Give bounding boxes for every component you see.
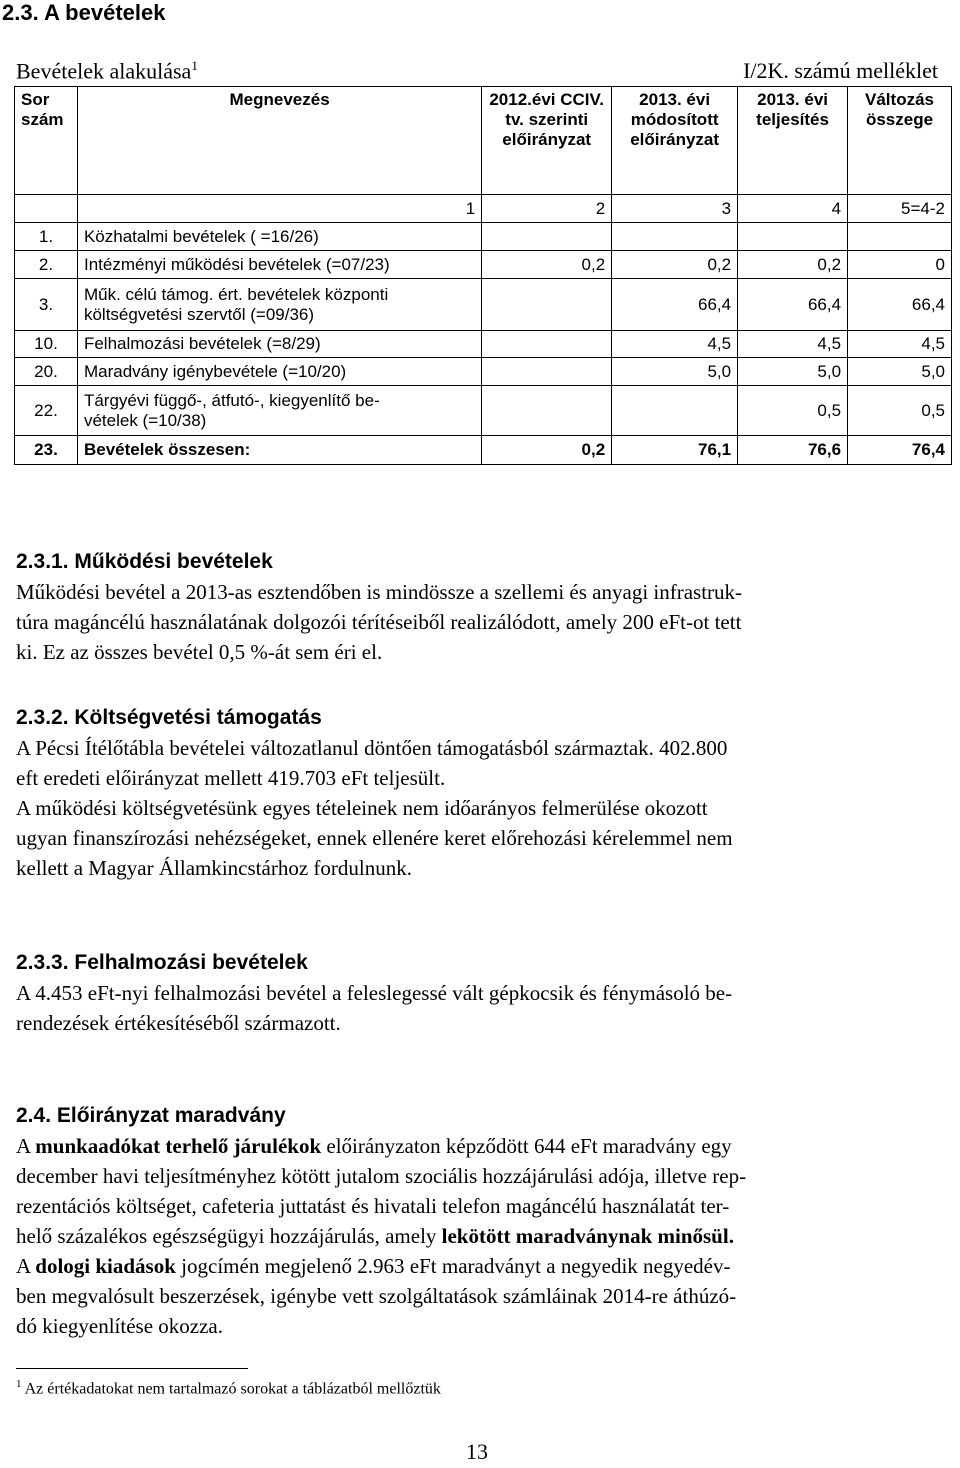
table-row — [15, 223, 952, 251]
table-row — [15, 279, 952, 331]
row-name-line: költségvetési szervtől (=09/36) — [83, 304, 315, 324]
paragraph-line: Működési bevétel a 2013-as esztendőben is mindössze a szellemi és anyagi infrastruk- — [16, 580, 743, 604]
text-run: előirányzaton képződött 644 eFt maradvány egy — [321, 1134, 732, 1158]
paragraph-line: rendezések értékesítéséből származott. — [16, 1011, 341, 1035]
paragraph-line — [16, 1251, 940, 1281]
table-caption-text: Bevételek alakulása — [16, 58, 192, 84]
footnote-text: Az értékadatokat nem tartalmazó sorokat a táblázatból mellőztük — [21, 1380, 441, 1398]
header-sor: Sor szám — [15, 87, 78, 195]
header-2012: 2012.évi CCIV. tv. szerinti előirányzat — [482, 87, 612, 195]
row-v4: 0 — [848, 251, 952, 279]
table-caption — [16, 58, 198, 84]
row-no: 2. — [15, 251, 78, 279]
row-v3 — [738, 223, 848, 251]
row-name-line: Tárgyévi függő-, átfutó-, kiegyenlítő be- — [83, 390, 380, 410]
paragraph-line: A 4.453 eFt-nyi felhalmozási bevétel a feleslegessé vált gépkocsik és fénymásoló be- — [16, 981, 733, 1005]
row-name: Felhalmozási bevételek (=8/29) — [77, 331, 481, 358]
row-v3: 66,4 — [738, 279, 848, 331]
section-heading: 2.3.1. Működési bevételek — [16, 550, 273, 573]
row-name-line: vételek (=10/38) — [83, 410, 207, 430]
row-v3: 0,2 — [738, 251, 848, 279]
paragraph-line: ki. Ez az összes bevétel 0,5 %-át sem éri el. — [16, 640, 383, 664]
index-cell: 1 — [77, 195, 481, 223]
row-v3: 0,5 — [738, 386, 848, 436]
index-cell: 4 — [738, 195, 848, 223]
row-name: Intézményi működési bevételek (=07/23) — [77, 251, 481, 279]
paragraph-line: kellett a Magyar Államkincstárhoz fordulnunk. — [16, 856, 412, 880]
paragraph-line: december havi teljesítményhez kötött jutalom szociális hozzájárulási adója, illetve rep- — [16, 1164, 747, 1188]
footnote — [16, 1378, 441, 1398]
row-v2: 5,0 — [612, 358, 738, 386]
section-title: 2.3. A bevételek — [2, 0, 166, 25]
header-megnevezes: Megnevezés — [77, 87, 481, 195]
income-table — [14, 86, 952, 465]
row-v2: 4,5 — [612, 331, 738, 358]
bold-term: munkaadókat terhelő járulékok — [35, 1134, 322, 1158]
row-v2 — [612, 223, 738, 251]
row-v1 — [482, 386, 612, 436]
row-v2: 0,2 — [612, 251, 738, 279]
row-v4: 76,4 — [848, 436, 952, 465]
row-v1 — [482, 331, 612, 358]
page-number: 13 — [466, 1439, 488, 1464]
table-row — [15, 386, 952, 436]
row-name — [77, 279, 481, 331]
row-v4: 66,4 — [848, 279, 952, 331]
index-cell: 3 — [612, 195, 738, 223]
row-v2: 76,1 — [612, 436, 738, 465]
row-v2: 66,4 — [612, 279, 738, 331]
row-no: 1. — [15, 223, 78, 251]
index-cell: 2 — [482, 195, 612, 223]
section-2-3-1 — [16, 547, 940, 667]
paragraph-line — [16, 1221, 940, 1251]
table-row — [15, 251, 952, 279]
paragraph-line: A működési költségvetésünk egyes tételeinek nem időarányos felmerülése okozott — [16, 796, 708, 820]
paragraph-line: A Pécsi Ítélőtábla bevételei változatlanul döntően támogatásból származtak. 402.800 — [16, 736, 728, 760]
row-no: 3. — [15, 279, 78, 331]
table-row — [15, 331, 952, 358]
index-cell: 5=4-2 — [848, 195, 952, 223]
bold-term: dologi kiadások — [35, 1254, 176, 1278]
row-v1 — [482, 358, 612, 386]
header-valtozas: Változás összege — [848, 87, 952, 195]
row-name: Maradvány igénybevétele (=10/20) — [77, 358, 481, 386]
row-v4 — [848, 223, 952, 251]
header-2013-telj: 2013. évi teljesítés — [738, 87, 848, 195]
row-name — [77, 386, 481, 436]
row-v3: 5,0 — [738, 358, 848, 386]
row-v1 — [482, 279, 612, 331]
row-v1: 0,2 — [482, 436, 612, 465]
section-2-3-2 — [16, 703, 940, 883]
table-row — [15, 358, 952, 386]
row-no: 22. — [15, 386, 78, 436]
row-v4: 5,0 — [848, 358, 952, 386]
row-v3: 4,5 — [738, 331, 848, 358]
row-no: 23. — [15, 436, 78, 465]
table-header-row — [15, 87, 952, 195]
annex-label: I/2K. számú melléklet — [743, 58, 938, 83]
paragraph-line: ben megvalósult beszerzések, igénybe vett szolgáltatások számláinak 2014-re áthúzó- — [16, 1284, 737, 1308]
section-heading: 2.3.3. Felhalmozási bevételek — [16, 951, 308, 974]
paragraph-line: túra magáncélú használatának dolgozói térítéseiből realizálódott, amely 200 eFt-ot tett — [16, 610, 742, 634]
bold-term: lekötött maradványnak minősül. — [441, 1224, 734, 1248]
footnote-separator — [16, 1368, 248, 1369]
section-2-3-3 — [16, 948, 940, 1038]
text-run: jogcímén megjelenő 2.963 eFt maradványt a negyedik negyedév- — [175, 1254, 731, 1278]
section-heading: 2.4. Előirányzat maradvány — [16, 1104, 286, 1127]
row-v4: 4,5 — [848, 331, 952, 358]
paragraph-line: rezentációs költséget, cafeteria juttatást és hivatali telefon magáncélú használatát ter- — [16, 1194, 730, 1218]
paragraph-line: eft eredeti előirányzat mellett 419.703 eFt teljesült. — [16, 766, 446, 790]
row-v1: 0,2 — [482, 251, 612, 279]
row-name: Közhatalmi bevételek ( =16/26) — [77, 223, 481, 251]
paragraph-line — [16, 1131, 940, 1161]
row-no: 10. — [15, 331, 78, 358]
footnote-ref: 1 — [191, 58, 198, 73]
section-heading: 2.3.2. Költségvetési támogatás — [16, 706, 322, 729]
text-run: A — [16, 1134, 36, 1158]
row-v2 — [612, 386, 738, 436]
header-2013-mod: 2013. évi módosított előirányzat — [612, 87, 738, 195]
row-v4: 0,5 — [848, 386, 952, 436]
paragraph-line: ugyan finanszírozási nehézségeket, ennek ellenére keret előrehozási kérelemmel nem — [16, 826, 733, 850]
paragraph-line: dó kiegyenlítése okozza. — [16, 1314, 224, 1338]
text-run: helő százalékos egészségügyi hozzájárulás, amely — [16, 1224, 442, 1248]
row-v1 — [482, 223, 612, 251]
table-total-row — [15, 436, 952, 465]
text-run: A — [16, 1254, 36, 1278]
section-2-4 — [16, 1101, 940, 1341]
row-no: 20. — [15, 358, 78, 386]
row-name: Bevételek összesen: — [77, 436, 481, 465]
row-v3: 76,6 — [738, 436, 848, 465]
row-name-line: Műk. célú támog. ért. bevételek központi — [83, 284, 389, 304]
table-index-row — [15, 195, 952, 223]
footnote-mark: 1 — [16, 1378, 22, 1390]
